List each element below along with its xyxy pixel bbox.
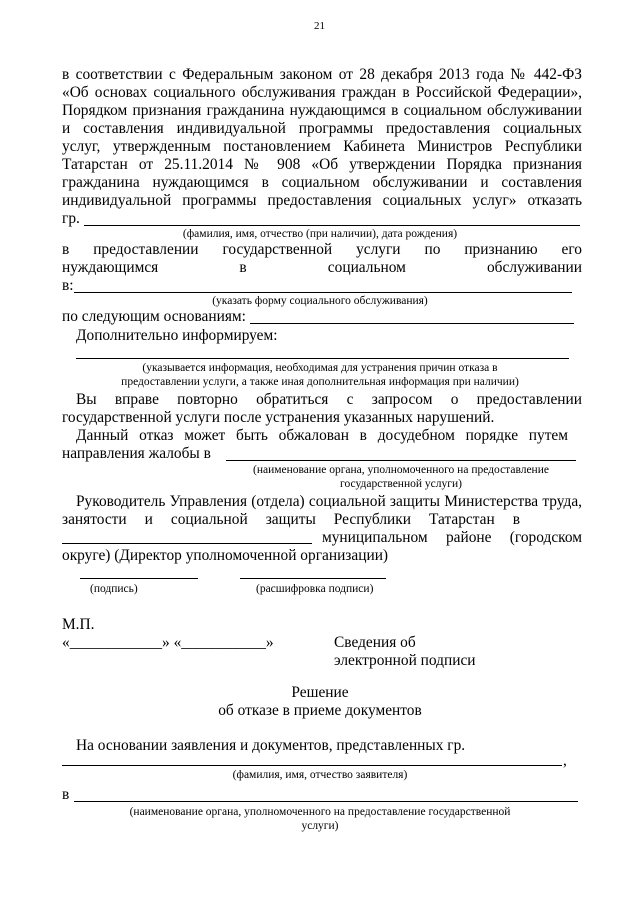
decision-org-caption-1: (наименование органа, уполномоченного на предоставление государственной <box>129 806 511 818</box>
gr-fill-line[interactable] <box>84 225 580 226</box>
applicant-line[interactable] <box>62 765 562 766</box>
head-line-4: округе) (Директор уполномоченной организации) <box>62 547 389 564</box>
service-form-line[interactable] <box>74 292 572 293</box>
additional-label: Дополнительно информируем: <box>76 327 278 344</box>
para1-line-3: Порядком признания гражданина нуждающимся в социальном обслуживании <box>62 102 582 119</box>
decision-org-caption-2: услуги) <box>301 820 339 832</box>
e-signature-label-2: электронной подписи <box>334 652 476 669</box>
para1-line-4: и составления индивидуальной программы предоставления социальных <box>62 120 582 137</box>
signature-line[interactable] <box>80 578 198 579</box>
service-form-caption: (указать форму социального обслуживания) <box>212 295 428 307</box>
reapply-line-1: Вы вправе повторно обратиться с запросом о предоставлении <box>76 391 582 408</box>
decision-title: Решение <box>291 684 349 701</box>
signature-decode-line[interactable] <box>240 578 386 579</box>
refusal-line-1: в предоставлении государственной услуги по признанию его <box>62 241 582 258</box>
appeal-line-2: направления жалобы в <box>62 445 211 462</box>
applicant-comma: , <box>563 752 567 769</box>
page-number: 21 <box>314 20 325 32</box>
grounds-label: по следующим основаниям: <box>62 308 246 325</box>
head-line-2: занятости и социальной защиты Республики Татарстан в <box>62 511 520 528</box>
signature-caption: (подпись) <box>90 583 138 595</box>
additional-line[interactable] <box>76 358 569 359</box>
additional-caption-2: предоставлении услуги, а также иная дополнительная информация при наличии) <box>121 376 519 388</box>
gr-caption: (фамилия, имя, отчество (при наличии), дата рождения) <box>182 228 458 240</box>
refusal-line-2: нуждающимся в социальном обслуживании <box>62 259 582 276</box>
reapply-line-2: государственной услуги после устранения указанных нарушений. <box>62 409 495 426</box>
para1-line-7: гражданина нуждающимся в социальном обслуживании и составления <box>62 174 582 191</box>
signature-decode-caption: (расшифровка подписи) <box>256 583 374 595</box>
v-label: в: <box>62 277 74 294</box>
decision-subtitle: об отказе в приеме документов <box>218 702 422 719</box>
appeal-caption-2: государственной услуги) <box>340 478 462 490</box>
para1-line-5: услуг, утвержденным постановлением Кабинета Министров Республики <box>62 138 582 155</box>
e-signature-label-1: Сведения об <box>334 634 416 651</box>
para1-line-2: «Об основах социального обслуживания граждан в Российской Федерации», <box>62 84 582 101</box>
para1-line-1: в соответствии с Федеральным законом от 28 декабря 2013 года № 442-ФЗ <box>62 66 582 83</box>
decision-v-label: в <box>62 786 70 803</box>
head-line-3: муниципальном районе (городском <box>322 529 582 546</box>
para1-line-6: Татарстан от 25.11.2014 № 908 «Об утверждении Порядка признания <box>62 156 582 173</box>
decision-org-line[interactable] <box>74 801 578 802</box>
stamp-label: М.П. <box>62 616 95 633</box>
appeal-body-line[interactable] <box>226 460 576 461</box>
head-line-1: Руководитель Управления (отдела) социальной защиты Министерства труда, <box>76 493 582 510</box>
appeal-caption-1: (наименование органа, уполномоченного на предоставление <box>253 464 549 476</box>
para1-line-8: индивидуальной программы предоставления социальных услуг» отказать <box>62 192 582 209</box>
appeal-line-1: Данный отказ может быть обжалован в досудебном порядке путем <box>76 427 568 444</box>
applicant-caption: (фамилия, имя, отчество заявителя) <box>232 769 408 781</box>
decision-basis: На основании заявления и документов, представленных гр. <box>76 737 466 754</box>
grounds-line[interactable] <box>250 323 574 324</box>
additional-caption-1: (указывается информация, необходимая для устранения причин отказа в <box>142 362 498 374</box>
gr-label: гр. <box>62 210 80 227</box>
date-field[interactable]: «____________» «___________» <box>62 634 274 651</box>
district-line[interactable] <box>62 543 312 544</box>
